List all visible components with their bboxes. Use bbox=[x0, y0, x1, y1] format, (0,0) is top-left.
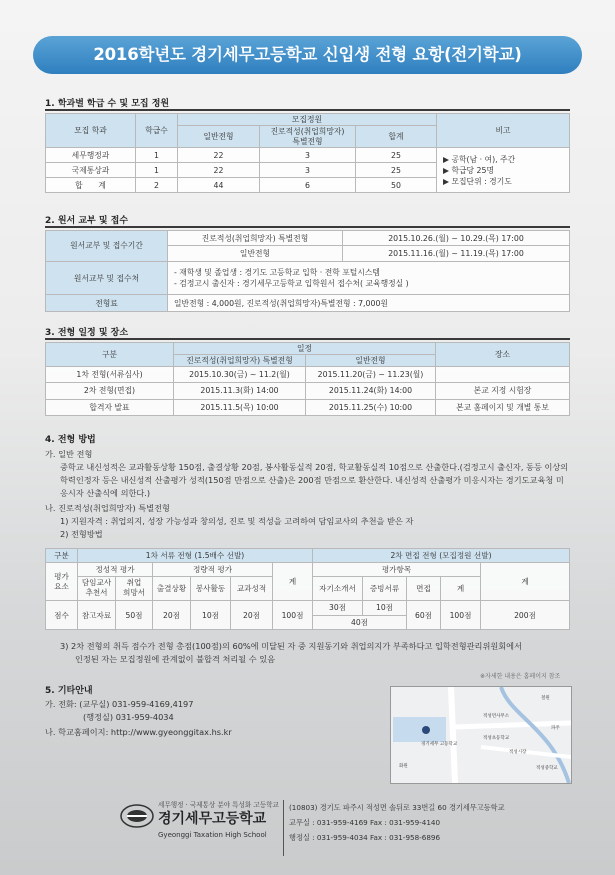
footer-school-name: 경기세무고등학교 bbox=[158, 811, 267, 827]
col-general: 일반전형 bbox=[178, 126, 260, 148]
map-school-area bbox=[393, 717, 446, 742]
fee-value: 일반전형 : 4,000원, 진로적성(취업희망자)특별전형 : 7,000원 bbox=[168, 295, 570, 312]
col-special: 진로적성(취업희망자) 특별전형 bbox=[260, 126, 356, 148]
special-cell: 2015.11.5(목) 10:00 bbox=[174, 399, 306, 415]
map-label: 경기세무 고등학교 bbox=[421, 742, 458, 747]
special-method-procedure: 2) 전형방법 bbox=[60, 529, 103, 539]
map-label: 적성면사무소 bbox=[483, 714, 510, 719]
map-road bbox=[451, 687, 455, 783]
place-line: - 재학생 및 졸업생 : 경기도 고등학교 입학 · 전학 포털시스템 bbox=[174, 268, 380, 278]
map-label: 화원 bbox=[399, 764, 408, 769]
map-note: ※자세한 내용은 홈페이지 참조 bbox=[480, 673, 561, 680]
div-cell: 합격자 발표 bbox=[46, 399, 174, 415]
disqualification-note-cont: 인정된 자는 모집정원에 관계없이 불합격 처리될 수 있음 bbox=[75, 654, 276, 664]
score-int: 60점 bbox=[407, 601, 441, 630]
eval-quant: 정량적 평가 bbox=[153, 563, 273, 576]
score-rec: 참고자료 bbox=[78, 601, 116, 630]
eval-cert: 증빙서류 bbox=[363, 576, 407, 600]
website-line[interactable]: 나. 학교홈페이지: http://www.gyeonggitax.hs.kr bbox=[45, 727, 232, 737]
eval-qual: 정성적 평가 bbox=[78, 563, 153, 576]
col-total: 합계 bbox=[356, 126, 437, 148]
disqualification-note: 3) 2차 전형의 취득 점수가 전형 총점(100점)의 60%에 미달된 자 중 지원동기와 취업의지가 부족하다고 입학전형관리위원회에서 bbox=[60, 641, 522, 651]
footer-divider bbox=[283, 800, 284, 856]
eval-att: 출결상황 bbox=[153, 576, 191, 600]
special-method-title: 나. 진로적성(취업희망자) 특별전형 bbox=[45, 503, 170, 513]
map-label: 적성중학교 bbox=[536, 766, 558, 771]
note-line: ▶ 학급당 25명 bbox=[443, 165, 495, 175]
col-dept: 모집 학과 bbox=[46, 114, 136, 148]
score-cert: 10점 bbox=[363, 601, 407, 615]
table-row bbox=[46, 148, 570, 163]
special-cell: 3 bbox=[260, 163, 356, 178]
location-map bbox=[390, 686, 572, 784]
eval-sum1: 계 bbox=[273, 563, 313, 601]
page-title: 2016학년도 경기세무고등학교 신입생 전형 요항(전기학교) bbox=[33, 36, 582, 74]
section-4-heading: 4. 전형 방법 bbox=[45, 435, 96, 445]
col-special: 진로적성(취업희망자) 특별전형 bbox=[174, 355, 306, 367]
col-schedule: 일정 bbox=[174, 343, 436, 355]
place-value bbox=[168, 261, 570, 294]
place-cell: 본교 홈페이지 및 개별 통보 bbox=[436, 399, 570, 415]
eval-score: 점수 bbox=[46, 601, 78, 630]
score-sum1: 100점 bbox=[273, 601, 313, 630]
period-type: 진로적성(취업희망자) 특별전형 bbox=[168, 231, 343, 246]
quota-table bbox=[45, 113, 570, 193]
general-method-title: 가. 일반 전형 bbox=[45, 449, 93, 459]
total-cell: 25 bbox=[356, 163, 437, 178]
phone-line: 가. 전화: (교무실) 031-959-4169,4197 bbox=[45, 699, 194, 709]
score-plan: 50점 bbox=[116, 601, 153, 630]
general-cell: 2015.11.25(수) 10:00 bbox=[306, 399, 436, 415]
eval-sum2: 계 bbox=[481, 563, 570, 601]
period-date: 2015.10.26.(월) ~ 10.29.(목) 17:00 bbox=[343, 231, 570, 246]
general-cell: 22 bbox=[178, 163, 260, 178]
score-sum2: 100점 bbox=[441, 601, 481, 630]
school-pin-icon bbox=[422, 726, 430, 734]
place-cell: 본교 지정 시험장 bbox=[436, 383, 570, 399]
footer-office1: 교무실 : 031-959-4169 Fax : 031-959-4140 bbox=[289, 818, 441, 827]
dept-cell: 세무행정과 bbox=[46, 148, 136, 163]
eval-vol: 봉사활동 bbox=[191, 576, 231, 600]
map-label: 파주 bbox=[551, 726, 560, 731]
table-row bbox=[46, 383, 570, 399]
score-intro: 30점 bbox=[313, 601, 363, 615]
place-cell bbox=[436, 367, 570, 383]
section-2-divider bbox=[45, 226, 570, 228]
col-general: 일반전형 bbox=[306, 355, 436, 367]
map-graphic bbox=[391, 687, 571, 783]
application-table bbox=[45, 230, 570, 312]
div-cell: 2차 전형(면접) bbox=[46, 383, 174, 399]
section-1-divider bbox=[45, 109, 570, 111]
general-cell: 2015.11.24(화) 14:00 bbox=[306, 383, 436, 399]
col-quota: 모집정원 bbox=[178, 114, 437, 126]
eval-intro: 자기소개서 bbox=[313, 576, 363, 600]
eval-factor: 평가 요소 bbox=[46, 563, 78, 601]
special-cell: 3 bbox=[260, 148, 356, 163]
period-label: 원서교부 및 접수기간 bbox=[46, 231, 168, 262]
note-cell bbox=[437, 148, 570, 193]
school-logo-icon bbox=[119, 803, 155, 829]
footer-office2: 행정실 : 031-959-4034 Fax : 031-958-6896 bbox=[289, 833, 441, 842]
score-total: 200점 bbox=[481, 601, 570, 630]
classes-cell: 1 bbox=[136, 148, 178, 163]
footer-school-english: Gyeonggi Taxation High School bbox=[158, 831, 267, 839]
note-line: ▶ 공학(남 · 여), 주간 bbox=[443, 154, 516, 164]
classes-cell: 1 bbox=[136, 163, 178, 178]
total-cell: 50 bbox=[356, 178, 437, 193]
map-label: 철원 bbox=[541, 696, 550, 701]
special-cell: 2015.11.3(화) 14:00 bbox=[174, 383, 306, 399]
eval-div: 구분 bbox=[46, 549, 78, 563]
fee-label: 전형료 bbox=[46, 295, 168, 312]
special-cell: 6 bbox=[260, 178, 356, 193]
general-cell: 22 bbox=[178, 148, 260, 163]
special-method-eligibility: 1) 지원자격 : 취업의지, 성장 가능성과 창의성, 진로 및 적성을 고려하여 담임교사의 추천을 받은 자 bbox=[60, 516, 414, 526]
footer-tagline: 세무행정 · 국제통상 분야 특성화 고등학교 bbox=[158, 801, 279, 809]
eval-int: 면접 bbox=[407, 576, 441, 600]
col-classes: 학급수 bbox=[136, 114, 178, 148]
phone-line-office: (행정실) 031-959-4034 bbox=[83, 712, 174, 722]
general-method-body: 중학교 내신성적은 교과활동상황 150점, 출결상황 20점, 봉사활동실적 20점, 학교활동실적 10점으로 산출한다.(검정고시 출신자, 동등 이상의 학력인정자 등은 내신성적 산출평가 성적(150점 만점으로 산출)은 200점 만점으로 환산한다. 내신성적 산출평가 미응시자는 경기도교육청 미응시자 산출식에 의한다.) bbox=[60, 462, 569, 498]
general-cell: 2015.11.20(금) ~ 11.23(월) bbox=[306, 367, 436, 383]
place-label: 원서교부 및 접수처 bbox=[46, 261, 168, 294]
section-3-divider bbox=[45, 338, 570, 340]
score-vol: 10점 bbox=[191, 601, 231, 630]
score-att: 20점 bbox=[153, 601, 191, 630]
dept-cell: 합 계 bbox=[46, 178, 136, 193]
total-cell: 25 bbox=[356, 148, 437, 163]
eval-sum: 계 bbox=[441, 576, 481, 600]
eval-items: 평가항목 bbox=[313, 563, 481, 576]
table-row bbox=[46, 367, 570, 383]
div-cell: 1차 전형(서류심사) bbox=[46, 367, 174, 383]
col-div: 구분 bbox=[46, 343, 174, 367]
col-place: 장소 bbox=[436, 343, 570, 367]
score-docs: 40점 bbox=[313, 615, 407, 629]
map-label: 적성시장 bbox=[509, 750, 527, 755]
section-5-heading: 5. 기타안내 bbox=[45, 686, 93, 696]
place-line: - 검정고시 출신자 : 경기세무고등학교 입학원서 접수처( 교육행정실 ) bbox=[174, 279, 409, 289]
table-row bbox=[46, 399, 570, 415]
general-cell: 44 bbox=[178, 178, 260, 193]
eval-plan: 취업 희망서 bbox=[116, 576, 153, 600]
section-3-heading: 3. 전형 일정 및 장소 bbox=[45, 328, 129, 338]
col-note: 비고 bbox=[437, 114, 570, 148]
section-2-heading: 2. 원서 교부 및 접수 bbox=[45, 216, 129, 226]
special-cell: 2015.10.30(금) ~ 11.2(월) bbox=[174, 367, 306, 383]
section-1-heading: 1. 학과별 학급 수 및 모집 정원 bbox=[45, 99, 170, 109]
score-grade: 20점 bbox=[231, 601, 273, 630]
footer-address: (10803) 경기도 파주시 적성면 솔뒤로 33번길 60 경기세무고등학교 bbox=[289, 803, 505, 812]
map-label: 적성초등학교 bbox=[483, 736, 510, 741]
evaluation-table bbox=[45, 548, 570, 630]
schedule-table bbox=[45, 342, 570, 416]
eval-rec: 담임교사 추천서 bbox=[78, 576, 116, 600]
eval-grade: 교과성적 bbox=[231, 576, 273, 600]
eval-second: 2차 면접 전형 (모집정원 선발) bbox=[313, 549, 570, 563]
period-date: 2015.11.16.(월) ~ 11.19.(목) 17:00 bbox=[343, 246, 570, 261]
period-type: 일반전형 bbox=[168, 246, 343, 261]
eval-first: 1차 서류 전형 (1.5배수 선발) bbox=[78, 549, 313, 563]
classes-cell: 2 bbox=[136, 178, 178, 193]
note-line: ▶ 모집단위 : 경기도 bbox=[443, 176, 512, 186]
dept-cell: 국제통상과 bbox=[46, 163, 136, 178]
